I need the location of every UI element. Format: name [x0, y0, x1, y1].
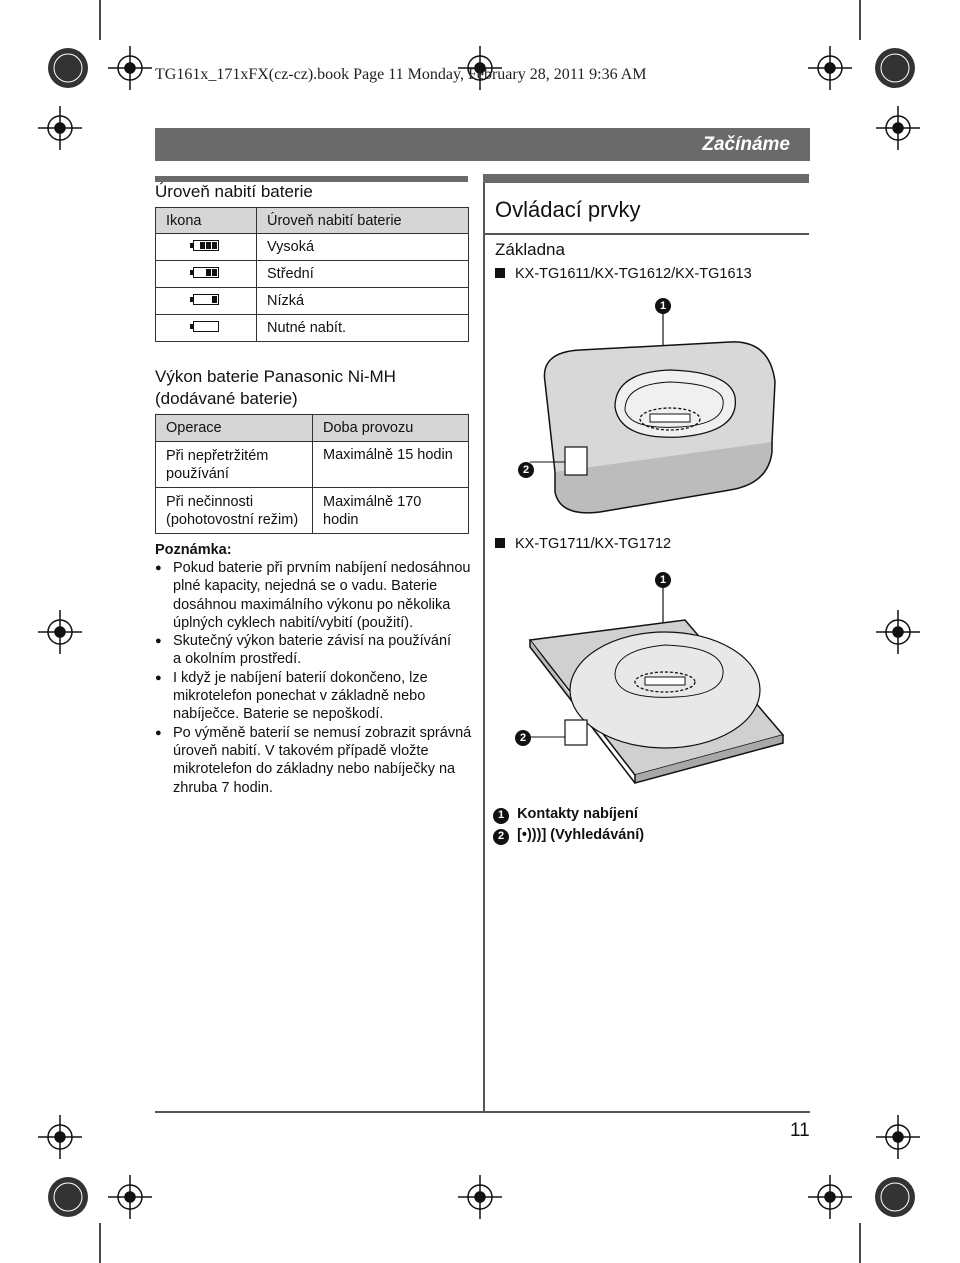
base-unit-1-illustration [530, 312, 790, 522]
legend-item [493, 804, 644, 825]
controls-heading: Ovládací prvky [495, 197, 641, 222]
battery-level-heading: Úroveň nabití baterie [155, 182, 313, 201]
battery-low-icon [193, 294, 219, 305]
legend-item [493, 825, 644, 846]
battery-empty-icon [193, 321, 219, 332]
cell-line: Maximálně 170 [323, 493, 422, 510]
cell-line: Maximálně 15 hodin [323, 447, 453, 463]
callout-2: 2 [515, 730, 531, 746]
note-line: mikrotelefon ponechat v základně nebo [173, 688, 426, 705]
note-list [155, 559, 475, 797]
legend-text: Kontakty nabíjení [517, 806, 638, 822]
legend [493, 804, 644, 846]
performance-heading-line: (dodávané baterie) [155, 389, 298, 408]
battery-full-icon [193, 240, 219, 251]
note-line: zhruba 7 hodin. [173, 779, 273, 796]
level-label: Střední [257, 261, 469, 288]
legend-text: [•)))] (Vyhledávání) [517, 827, 645, 843]
operation-cell [156, 442, 313, 488]
note-line: ● Skutečný výkon baterie závisí na používání [173, 633, 452, 650]
battery-medium-icon [193, 267, 219, 278]
model-text: KX-TG1711/KX-TG1712 [515, 536, 672, 552]
print-header-line: TG161x_171xFX(cz-cz).book Page 11 Monday, February 28, 2011 9:36 AM [155, 66, 647, 83]
callout-2: 2 [518, 462, 534, 478]
note-item [155, 669, 475, 724]
note-item [155, 724, 475, 797]
note-heading: Poznámka: [155, 542, 232, 558]
operation-cell [156, 488, 313, 534]
level-label: Vysoká [257, 234, 469, 261]
callout-1: 1 [655, 572, 671, 588]
cell-line: hodin [323, 511, 359, 528]
column-header: Operace [156, 415, 313, 442]
battery-level-table [155, 207, 469, 342]
duration-cell [313, 488, 469, 534]
cell-line: Při nečinnosti [166, 493, 254, 510]
level-label: Nutné nabít. [257, 315, 469, 342]
footer-rule [155, 1111, 810, 1113]
right-column-rule [483, 174, 809, 183]
legend-number: 1 [493, 808, 509, 824]
note-line: ● Pokud baterie při prvním nabíjení nedosáhnou [173, 560, 471, 576]
heading-underline [483, 233, 809, 235]
duration-cell [313, 442, 469, 488]
performance-heading-line: Výkon baterie Panasonic Ni-MH [155, 367, 396, 386]
note-line: dosáhnou maximálního výkonu po několika [173, 596, 451, 613]
model-line-2 [495, 536, 671, 552]
section-title: Začínáme [702, 134, 790, 155]
note-item [155, 632, 475, 669]
column-header: Úroveň nabití baterie [257, 208, 469, 234]
square-bullet-icon [495, 268, 505, 278]
callout-1: 1 [655, 298, 671, 314]
level-label: Nízká [257, 288, 469, 315]
column-divider [483, 183, 485, 1112]
column-header: Ikona [156, 208, 257, 234]
performance-heading [155, 366, 396, 410]
note-item [155, 559, 475, 632]
note-line: plné kapacity, nejedná se o vadu. Baterie [173, 578, 438, 595]
note-line: ● I když je nabíjení baterií dokončeno, lze [173, 669, 428, 686]
note-line: úroveň nabití. V takovém případě vložte [173, 742, 429, 759]
note-line: ● Po výměně baterií se nemusí zobrazit správná [173, 724, 472, 741]
column-header: Doba provozu [313, 415, 469, 442]
square-bullet-icon [495, 538, 505, 548]
note-line: a okolním prostředí. [173, 651, 302, 668]
model-line-1 [495, 266, 752, 282]
base-unit-2-illustration [525, 585, 795, 790]
cell-line: (pohotovostní režim) [166, 511, 299, 528]
section-bar [155, 128, 810, 161]
controls-subheading: Základna [495, 240, 565, 259]
note-line: nabíječce. Baterie se nepoškodí. [173, 706, 384, 723]
performance-table [155, 414, 469, 534]
note-line: mikrotelefon do základny nebo nabíječky na [173, 761, 456, 778]
model-text: KX-TG1611/KX-TG1612/KX-TG1613 [515, 266, 752, 282]
page-number: 11 [790, 1120, 810, 1141]
note-line: úplných cyklech nabití/vybití (použití). [173, 614, 414, 631]
legend-number: 2 [493, 829, 509, 845]
cell-line: používání [166, 465, 229, 482]
cell-line: Při nepřetržitém [166, 447, 269, 464]
